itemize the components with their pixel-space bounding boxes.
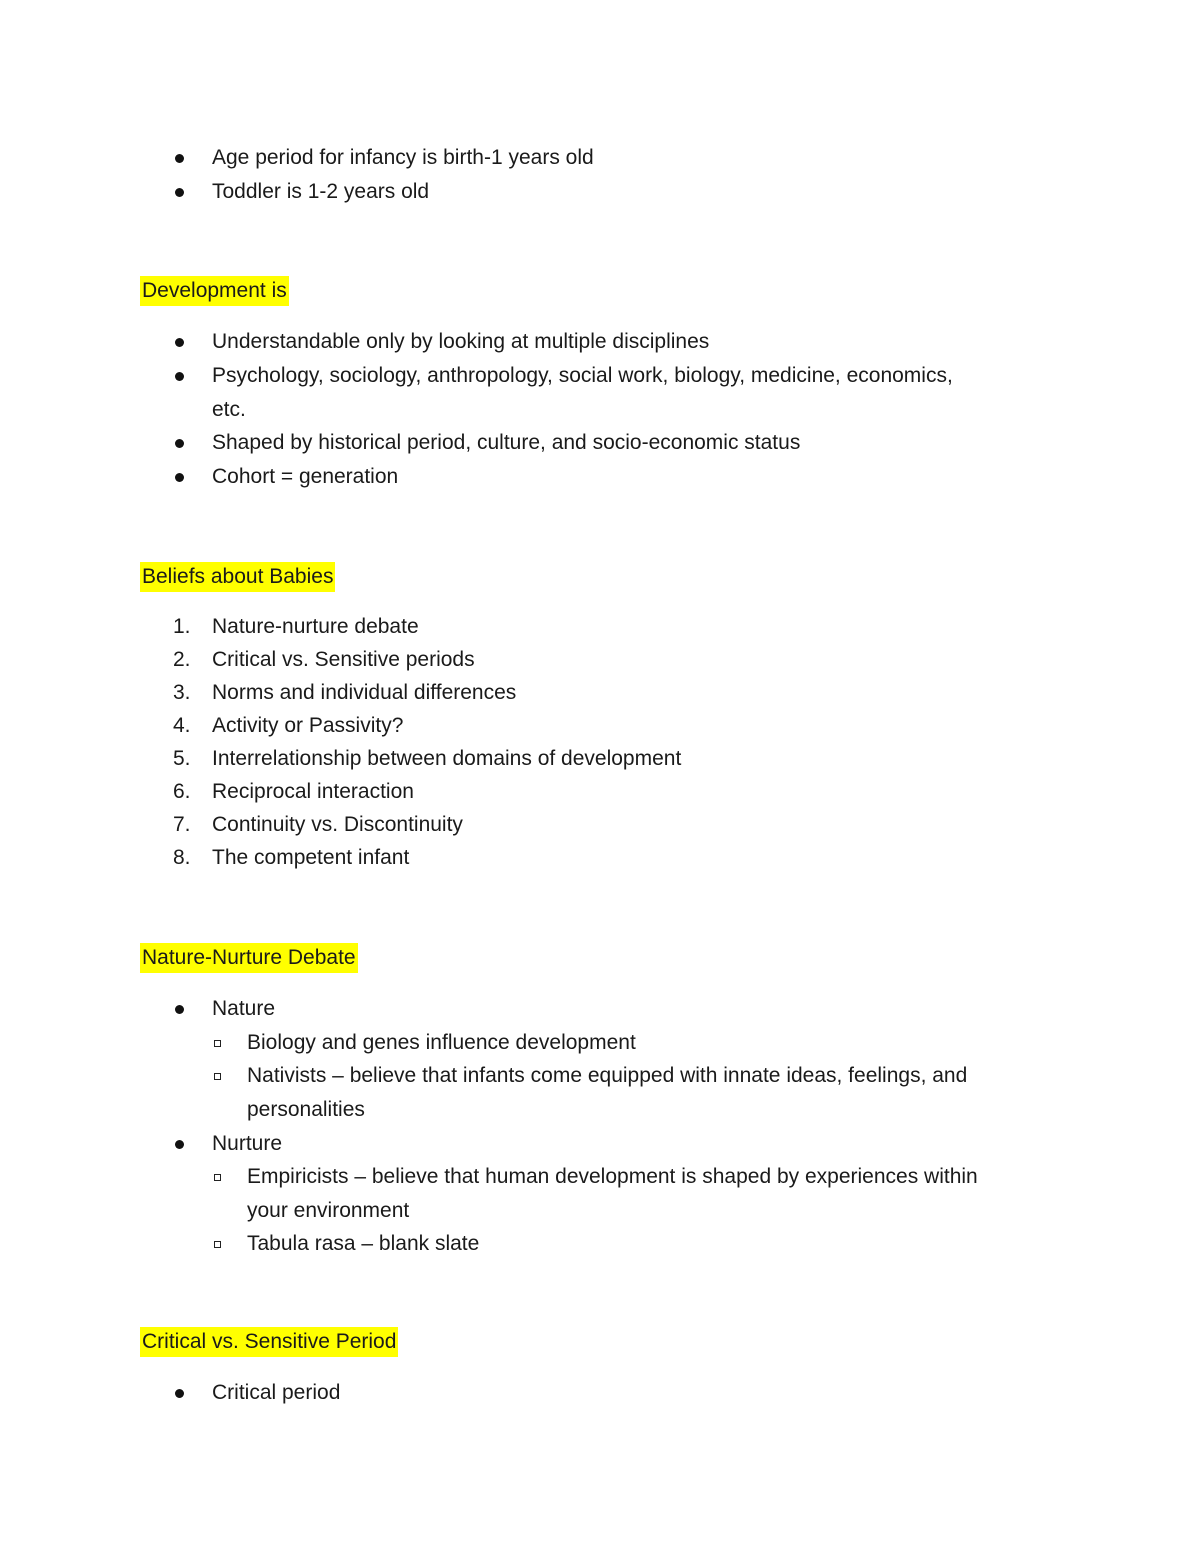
numbered-item: 3. Norms and individual differences bbox=[173, 681, 517, 704]
list-item-nurture: Nurture bbox=[0, 1127, 1200, 1160]
list-item: Age period for infancy is birth-1 years old bbox=[0, 141, 1200, 175]
bullet-icon bbox=[175, 372, 184, 381]
sub-list-item-continuation: your environment bbox=[247, 1199, 410, 1222]
bullet-icon bbox=[175, 188, 184, 197]
square-bullet-icon bbox=[214, 1241, 221, 1248]
numbered-item: 5. Interrelationship between domains of development bbox=[173, 747, 682, 770]
bullet-icon bbox=[175, 1140, 184, 1149]
list-item: Critical period bbox=[0, 1376, 1200, 1410]
numbered-item: 7. Continuity vs. Discontinuity bbox=[173, 813, 463, 836]
critical-list bbox=[0, 1376, 1200, 1410]
sub-list-item-continuation: personalities bbox=[247, 1098, 365, 1121]
list-item: Shaped by historical period, culture, and socio-economic status bbox=[0, 426, 1200, 460]
nature-nurture-list bbox=[0, 992, 1200, 1261]
sub-list-item: Biology and genes influence development bbox=[0, 1026, 1200, 1059]
development-list bbox=[0, 325, 1200, 494]
square-bullet-icon bbox=[214, 1174, 221, 1181]
numbered-item: 4. Activity or Passivity? bbox=[173, 714, 404, 737]
bullet-icon bbox=[175, 473, 184, 482]
list-item: Toddler is 1-2 years old bbox=[0, 175, 1200, 209]
numbered-item: 1. Nature-nurture debate bbox=[173, 615, 419, 638]
list-item: Understandable only by looking at multiple disciplines bbox=[0, 325, 1200, 359]
bullet-icon bbox=[175, 338, 184, 347]
sub-list-item: Nativists – believe that infants come equipped with innate ideas, feelings, and bbox=[0, 1059, 1200, 1093]
numbered-item: 6. Reciprocal interaction bbox=[173, 780, 414, 803]
section-heading-critical: Critical vs. Sensitive Period bbox=[140, 1327, 398, 1357]
section-heading-beliefs: Beliefs about Babies bbox=[140, 562, 335, 592]
sub-list-item: Empiricists – believe that human development is shaped by experiences within bbox=[0, 1160, 1200, 1194]
square-bullet-icon bbox=[214, 1040, 221, 1047]
bullet-icon bbox=[175, 439, 184, 448]
bullet-icon bbox=[175, 1389, 184, 1398]
beliefs-numbered-list bbox=[0, 610, 1200, 874]
bullet-icon bbox=[175, 1005, 184, 1014]
list-item: Cohort = generation bbox=[0, 460, 1200, 494]
section-heading-nature-nurture: Nature-Nurture Debate bbox=[140, 943, 358, 973]
list-item: Psychology, sociology, anthropology, social work, biology, medicine, economics, bbox=[0, 359, 1200, 393]
section-heading-development: Development is bbox=[140, 276, 289, 306]
list-item-nature: Nature bbox=[0, 992, 1200, 1026]
intro-list bbox=[0, 141, 1200, 209]
list-item-continuation: etc. bbox=[212, 398, 246, 421]
numbered-item: 2. Critical vs. Sensitive periods bbox=[173, 648, 475, 671]
square-bullet-icon bbox=[214, 1073, 221, 1080]
sub-list-item: Tabula rasa – blank slate bbox=[0, 1227, 1200, 1261]
bullet-icon bbox=[175, 154, 184, 163]
numbered-item: 8. The competent infant bbox=[173, 846, 410, 869]
